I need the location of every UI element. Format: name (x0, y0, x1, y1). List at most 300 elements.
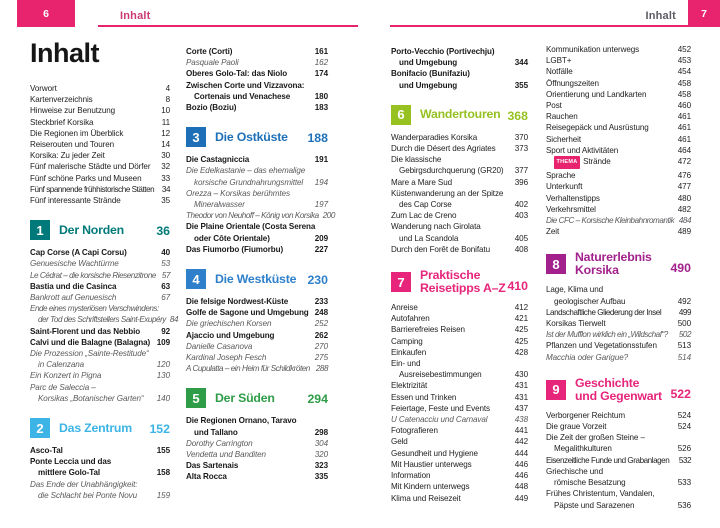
toc-entry-page: 248 (314, 308, 328, 318)
toc-entry (391, 244, 528, 255)
toc-entry (30, 348, 170, 359)
toc-entry-label: Kartenverzeichnis (30, 95, 93, 105)
toc-entry-page: 536 (677, 500, 691, 510)
chapter-title: Die Ostküste (215, 129, 288, 144)
toc-entry-page: 477 (677, 182, 691, 192)
toc-entry (546, 156, 691, 170)
toc-entry-page: 484 (678, 216, 691, 226)
toc-entry-label: Porto-Vecchio (Portivechju) (391, 47, 495, 56)
toc-column-2 (186, 46, 335, 483)
toc-entry (186, 57, 328, 68)
toc-entry-label: Fünf schöne Parks und Museen (30, 173, 142, 183)
chapter-3-heading (186, 127, 328, 147)
toc-entry-label: Corte (Corti) (186, 47, 233, 56)
toc-entry (546, 226, 691, 237)
toc-entry (186, 307, 328, 318)
toc-entry (546, 55, 691, 66)
toc-entry (186, 352, 328, 363)
toc-entry (546, 89, 691, 100)
toc-entry (391, 459, 528, 470)
toc-entry (546, 122, 691, 133)
toc-entry-page: 162 (314, 58, 328, 68)
toc-entry (391, 199, 528, 210)
chapter-number-badge: 9 (546, 380, 566, 400)
chapter-title: Praktische Reisetipps A–Z (420, 268, 506, 296)
toc-entry-label: Sicherheit (546, 134, 581, 144)
toc-entry-label: Steckbrief Korsika (30, 117, 94, 127)
toc-entry-page: 454 (677, 67, 691, 77)
toc-entry-label: und Umgebung (399, 58, 458, 68)
toc-entry-label: Megalithkulturen (554, 444, 612, 454)
toc-entry-label: Verhaltenstipps (546, 193, 600, 203)
toc-entry-label: Küstenwanderung an der Spitze (391, 188, 504, 198)
toc-entry-page: 405 (514, 233, 528, 243)
chapter-5-heading (186, 388, 328, 408)
toc-entry-page: 344 (514, 58, 528, 68)
toc-entry-page: 67 (161, 293, 170, 303)
toc-entry (391, 358, 528, 369)
toc-entry (391, 233, 528, 244)
chapter-title: Der Süden (215, 390, 275, 405)
toc-entry-page: 109 (156, 337, 170, 347)
toc-entry-label: Information (391, 471, 431, 481)
toc-entry (30, 117, 170, 128)
toc-entry (391, 347, 528, 358)
toc-entry-page: 500 (677, 319, 691, 329)
toc-entry (546, 111, 691, 122)
chapter-title: Das Zentrum (59, 420, 132, 435)
toc-entry-label: Ein- und (391, 359, 421, 369)
toc-entry-page: 458 (677, 78, 691, 88)
toc-entry-page: 448 (514, 482, 528, 492)
toc-entry-page: 461 (677, 134, 691, 144)
toc-entry-label: Vorwort (30, 84, 57, 93)
toc-entry-page: 430 (514, 370, 528, 380)
toc-entry-page: 8 (165, 95, 170, 105)
toc-entry-page: 425 (514, 336, 528, 346)
toc-entry-label: Einkaufen (391, 347, 427, 357)
toc-entry-label: Die Plaine Orientale (Costa Serena (186, 222, 316, 232)
toc-entry-page: 30 (161, 151, 170, 161)
toc-entry-page: 472 (677, 157, 691, 167)
toc-entry-label: die Schlacht bei Ponte Novu (38, 490, 137, 500)
toc-entry-page: 197 (314, 200, 328, 210)
toc-entry-label: Feiertage, Feste und Events (391, 403, 490, 413)
toc-entry-label: Die klassische (391, 155, 442, 165)
toc-entry (30, 139, 170, 150)
toc-entry-page: 402 (514, 200, 528, 210)
toc-entry (186, 102, 328, 113)
toc-entry-page: 446 (514, 471, 528, 481)
toc-entry-label: Korsika: Zu jeder Zeit (30, 151, 105, 161)
toc-entry (30, 150, 170, 161)
toc-entry-page: 304 (314, 438, 328, 448)
toc-entry (546, 66, 691, 77)
toc-entry (186, 68, 328, 79)
toc-entry-page: 40 (161, 248, 170, 258)
toc-entry-label: Zeit (546, 227, 560, 237)
toc-entry-label: Korsikas „Botanischer Garten“ (38, 393, 144, 403)
toc-entry-page: 425 (514, 325, 528, 335)
chapter-number-badge: 5 (186, 388, 206, 408)
toc-entry-page: 458 (677, 89, 691, 99)
toc-entry-label: Hinweise zur Benutzung (30, 106, 116, 116)
header-rule-right (390, 25, 688, 27)
toc-entry (186, 449, 328, 460)
toc-entry-page: 158 (156, 468, 170, 478)
page-title: Inhalt (30, 38, 99, 68)
toc-entry (391, 324, 528, 335)
toc-entry (546, 352, 691, 363)
toc-entry-label: Notfälle (546, 67, 573, 77)
toc-entry (391, 380, 528, 391)
toc-entry-page: 441 (514, 426, 528, 436)
toc-entry (391, 143, 528, 154)
toc-entry (546, 432, 691, 443)
toc-entry-label: Danielle Casanova (186, 341, 253, 351)
toc-entry-label: Kardinal Joseph Fesch (186, 353, 267, 363)
toc-entry-label: Das Sartenais (186, 461, 239, 471)
toc-entry (186, 318, 328, 329)
toc-entry (391, 448, 528, 459)
toc-entry-label: Cap Corse (A Capi Corsu) (30, 248, 127, 258)
toc-entry-label: Anreise (391, 303, 418, 313)
toc-entry-label: Essen und Trinken (391, 392, 457, 402)
toc-entry (186, 91, 328, 102)
toc-entry-label: Sport und Aktivitäten (546, 145, 619, 155)
toc-entry-label: Durch den Forêt de Bonifatu (391, 244, 490, 254)
toc-entry (546, 410, 691, 421)
toc-entry (186, 415, 328, 426)
toc-entry (546, 329, 691, 340)
page-number-box-left (17, 0, 75, 27)
toc-entry-page: 209 (314, 233, 328, 243)
toc-entry-page: 513 (677, 341, 691, 351)
toc-entry-label: Korsikas Tierwelt (546, 319, 606, 329)
toc-entry-label: Zwischen Corte und Vizzavona: (186, 80, 305, 90)
toc-entry (186, 188, 328, 199)
toc-entry-page: 444 (514, 448, 528, 458)
toc-entry (391, 425, 528, 436)
toc-entry-label: Elektrizität (391, 381, 428, 391)
toc-entry (30, 128, 170, 139)
toc-entry (30, 173, 170, 184)
toc-entry (391, 132, 528, 143)
toc-entry (30, 94, 170, 105)
toc-entry-page: 437 (514, 403, 528, 413)
toc-entry-page: 159 (156, 490, 170, 500)
chapter-number-badge: 8 (546, 254, 566, 274)
toc-entry-page: 275 (314, 353, 328, 363)
toc-entry-label: Pflanzen und Vegetationsstufen (546, 341, 657, 351)
toc-entry-page: 446 (514, 459, 528, 469)
toc-entry-label: Reisegepäck und Ausrüstung (546, 123, 649, 133)
toc-entry-label: Gesundheit und Hygiene (391, 448, 478, 458)
toc-column-4 (546, 44, 691, 511)
toc-entry-label: Das Ende der Unabhängigkeit: (30, 479, 138, 489)
toc-entry-page: 57 (161, 270, 170, 280)
toc-entry-label: und Tallano (194, 427, 238, 437)
toc-entry-page: 502 (678, 330, 691, 340)
toc-entry (30, 83, 170, 94)
chapter-1-heading (30, 220, 170, 240)
toc-entry-page: 377 (514, 166, 528, 176)
toc-entry (186, 154, 328, 165)
toc-entry-label: Die Edelkastanie – das ehemalige (186, 166, 306, 176)
toc-entry-label: Mineralwasser (194, 200, 245, 210)
toc-entry-page: 174 (314, 69, 328, 79)
toc-entry-label: Geld (391, 437, 408, 447)
toc-entry-label: Die Zeit der großen Steine – (546, 433, 645, 443)
toc-entry-label: Orientierung und Landkarten (546, 89, 647, 99)
toc-entry-label: Verborgener Reichtum (546, 410, 625, 420)
toc-entry-label: Mit Kindern unterwegs (391, 482, 470, 492)
toc-entry-label: Dorothy Carrington (186, 438, 253, 448)
toc-entry (391, 403, 528, 414)
toc-entry (391, 46, 528, 57)
toc-entry-label: Mare a Mare Sud (391, 177, 453, 187)
toc-entry (391, 436, 528, 447)
toc-entry (546, 193, 691, 204)
running-header-left: Inhalt (120, 10, 151, 22)
toc-entry-page: 489 (677, 227, 691, 237)
toc-entry-label: geologischer Aufbau (554, 296, 626, 306)
toc-entry-page: 233 (314, 297, 328, 307)
toc-entry-label: römische Besatzung (554, 478, 626, 488)
toc-entry (30, 337, 170, 348)
toc-entry (30, 490, 170, 501)
toc-entry (391, 313, 528, 324)
toc-entry (391, 154, 528, 165)
toc-entry-label: Fünf spannende frühhistorische Stätten (30, 184, 155, 194)
toc-entry-page: 288 (315, 364, 328, 374)
toc-entry-label: in Calenzana (38, 360, 85, 370)
toc-entry-page: 524 (677, 410, 691, 420)
toc-entry-label: Päpste und Sarazenen (554, 500, 635, 510)
toc-entry-page: 120 (156, 360, 170, 370)
toc-entry-page: 11 (161, 117, 170, 127)
toc-entry-page: 428 (514, 347, 528, 357)
toc-entry-label: Durch die Désert des Agriates (391, 144, 496, 154)
toc-entry-label: Alta Rocca (186, 472, 227, 482)
toc-entry-label: und La Scandola (399, 233, 459, 243)
toc-entry (391, 221, 528, 232)
toc-entry-label: Cortenais und Venachese (194, 91, 291, 101)
toc-entry-label: Griechische und (546, 466, 603, 476)
chapter-number-badge: 3 (186, 127, 206, 147)
toc-entry-label: oder Côte Orientale) (194, 233, 270, 243)
toc-entry (186, 341, 328, 352)
toc-entry-label: Bankrott auf Genuesisch (30, 293, 117, 303)
toc-entry-label: Saint-Florent und das Nebbio (30, 326, 141, 336)
toc-entry-label: Rauchen (546, 112, 578, 122)
toc-entry-page: 431 (514, 392, 528, 402)
toc-entry-label: des Cap Corse (399, 200, 452, 210)
chapter-8-heading (546, 251, 691, 277)
toc-entry-page: 140 (156, 393, 170, 403)
toc-entry-label: Die griechischen Korsen (186, 319, 272, 329)
toc-entry (546, 500, 691, 511)
toc-entry (30, 281, 170, 292)
toc-entry-page: 32 (161, 162, 170, 172)
chapter-number-badge: 1 (30, 220, 50, 240)
toc-entry (391, 177, 528, 188)
toc-entry-page: 412 (514, 303, 528, 313)
toc-entry (186, 46, 328, 57)
toc-entry-label: Unterkunft (546, 182, 583, 192)
toc-entry-label: Frühes Christentum, Vandalen, (546, 489, 655, 499)
toc-entry (391, 470, 528, 481)
toc-entry-label: Fünf malerische Städte und Dörfer (30, 162, 151, 172)
toc-entry (391, 210, 528, 221)
toc-entry-label: Gebirgsdurchquerung (GR20) (399, 166, 504, 176)
chapter-title: Naturerlebnis Korsika (575, 250, 652, 278)
toc-entry (186, 471, 328, 482)
toc-entry-label: Die CFC – Korsische Kleinbahnromantik (546, 216, 675, 226)
toc-entry-label: Camping (391, 336, 423, 346)
chapter-page-number: 188 (307, 131, 328, 146)
toc-entry (546, 134, 691, 145)
toc-entry (186, 427, 328, 438)
toc-entry (391, 80, 528, 91)
toc-entry-page: 396 (514, 177, 528, 187)
toc-entry-page: 499 (678, 307, 691, 317)
toc-entry-label: Fotografieren (391, 426, 438, 436)
chapter-title: Die Westküste (215, 271, 297, 286)
toc-entry (186, 177, 328, 188)
page-number-box-right (688, 0, 720, 27)
toc-entry (30, 247, 170, 258)
toc-entry-page: 524 (677, 422, 691, 432)
toc-entry-page: 155 (156, 446, 170, 456)
toc-entry (546, 466, 691, 477)
toc-entry (546, 296, 691, 307)
toc-entry (186, 165, 328, 176)
toc-entry (186, 296, 328, 307)
toc-entry-page: 14 (161, 140, 170, 150)
toc-entry (546, 204, 691, 215)
toc-entry (391, 57, 528, 68)
chapter-6-heading (391, 105, 528, 125)
toc-column-1 (30, 38, 179, 501)
toc-entry (391, 302, 528, 313)
toc-entry-label: Ausreisebestimmungen (399, 370, 482, 380)
toc-entry-label: Golfe de Sagone und Umgebung (186, 308, 309, 318)
toc-entry-label: Die Castagniccia (186, 155, 250, 165)
toc-entry-label: Fünf interessante Strände (30, 196, 121, 206)
toc-entry-label: THEMA Strände (546, 156, 674, 170)
toc-entry (391, 68, 528, 79)
toc-entry (546, 443, 691, 454)
toc-entry-page: 92 (161, 326, 170, 336)
toc-entry-page: 431 (514, 381, 528, 391)
toc-entry-label: Barrierefreies Reisen (391, 325, 465, 335)
toc-entry-label: Die felsige Nordwest-Küste (186, 297, 289, 307)
toc-entry (30, 326, 170, 337)
toc-entry-page: 161 (314, 47, 328, 56)
toc-entry-label: Ende eines mysteriösen Verschwindens: (30, 304, 159, 314)
toc-entry (30, 258, 170, 269)
header-rule-left (98, 25, 358, 27)
toc-entry-page: 194 (314, 177, 328, 187)
toc-entry-label: Verkehrsmittel (546, 204, 596, 214)
toc-entry (546, 215, 691, 226)
toc-entry (30, 105, 170, 116)
toc-entry-page: 492 (677, 296, 691, 306)
toc-entry (546, 340, 691, 351)
toc-entry-label: Ajaccio und Umgebung (186, 330, 275, 340)
toc-entry (30, 359, 170, 370)
toc-entry-label: Landschaftliche Gliederung der Insel (546, 307, 662, 317)
page-number-left: 6 (43, 7, 49, 20)
toc-entry-label: Klima und Reisezeit (391, 493, 461, 503)
toc-entry (546, 307, 691, 318)
toc-entry (546, 318, 691, 329)
toc-entry-label: Kommunikation unterwegs (546, 45, 640, 54)
toc-entry-label: Autofahren (391, 314, 430, 324)
toc-entry-label: und Umgebung (399, 80, 458, 90)
toc-entry-page: 452 (677, 45, 691, 54)
toc-entry-label: Die graue Vorzeit (546, 422, 607, 432)
toc-entry (30, 467, 170, 478)
toc-entry-page: 35 (161, 196, 170, 206)
toc-entry (391, 392, 528, 403)
toc-entry-page: 200 (322, 211, 335, 221)
toc-entry (391, 493, 528, 504)
chapter-4-heading (186, 269, 328, 289)
toc-entry-page: 84 (169, 315, 179, 325)
toc-entry-label: Orezza – Korsikas berühmtes (186, 188, 290, 198)
toc-entry (391, 369, 528, 380)
chapter-number-badge: 7 (391, 272, 411, 292)
toc-entry-page: 532 (678, 455, 691, 465)
toc-entry-page: 180 (314, 91, 328, 101)
toc-entry-page: 464 (677, 145, 691, 155)
toc-entry (186, 199, 328, 210)
toc-entry-page: 12 (161, 128, 170, 138)
toc-entry (30, 270, 170, 281)
toc-entry (546, 455, 691, 466)
toc-entry (30, 479, 170, 490)
toc-entry (30, 456, 170, 467)
toc-entry (186, 438, 328, 449)
toc-entry (186, 330, 328, 341)
toc-entry-label: Mit Haustier unterwegs (391, 459, 472, 469)
toc-entry-label: Die Prozession „Sainte-Restitude“ (30, 349, 149, 359)
toc-entry-label: Bastia und die Casinca (30, 281, 117, 291)
toc-column-3 (391, 46, 528, 504)
chapter-page-number: 368 (507, 108, 528, 123)
toc-entry-page: 355 (514, 80, 528, 90)
toc-entry-page: 53 (161, 259, 170, 269)
chapter-9-heading (546, 377, 691, 403)
toc-entry-page: 526 (677, 444, 691, 454)
toc-entry (30, 314, 179, 325)
toc-entry-page: 4 (165, 84, 170, 93)
toc-entry-label: Calvi und die Balagne (Balagna) (30, 337, 151, 347)
toc-entry-label: Ein Konzert in Pigna (30, 371, 102, 381)
toc-entry (391, 188, 528, 199)
toc-entry-page: 320 (314, 450, 328, 460)
toc-entry-page: 227 (314, 244, 328, 254)
toc-entry (391, 165, 528, 176)
toc-entry-label: Lage, Klima und (546, 285, 603, 295)
toc-entry (30, 303, 170, 314)
toc-entry-page: 63 (161, 281, 170, 291)
toc-entry-page: 480 (677, 193, 691, 203)
toc-entry (546, 44, 691, 55)
chapter-title: Wandertouren (420, 107, 501, 122)
